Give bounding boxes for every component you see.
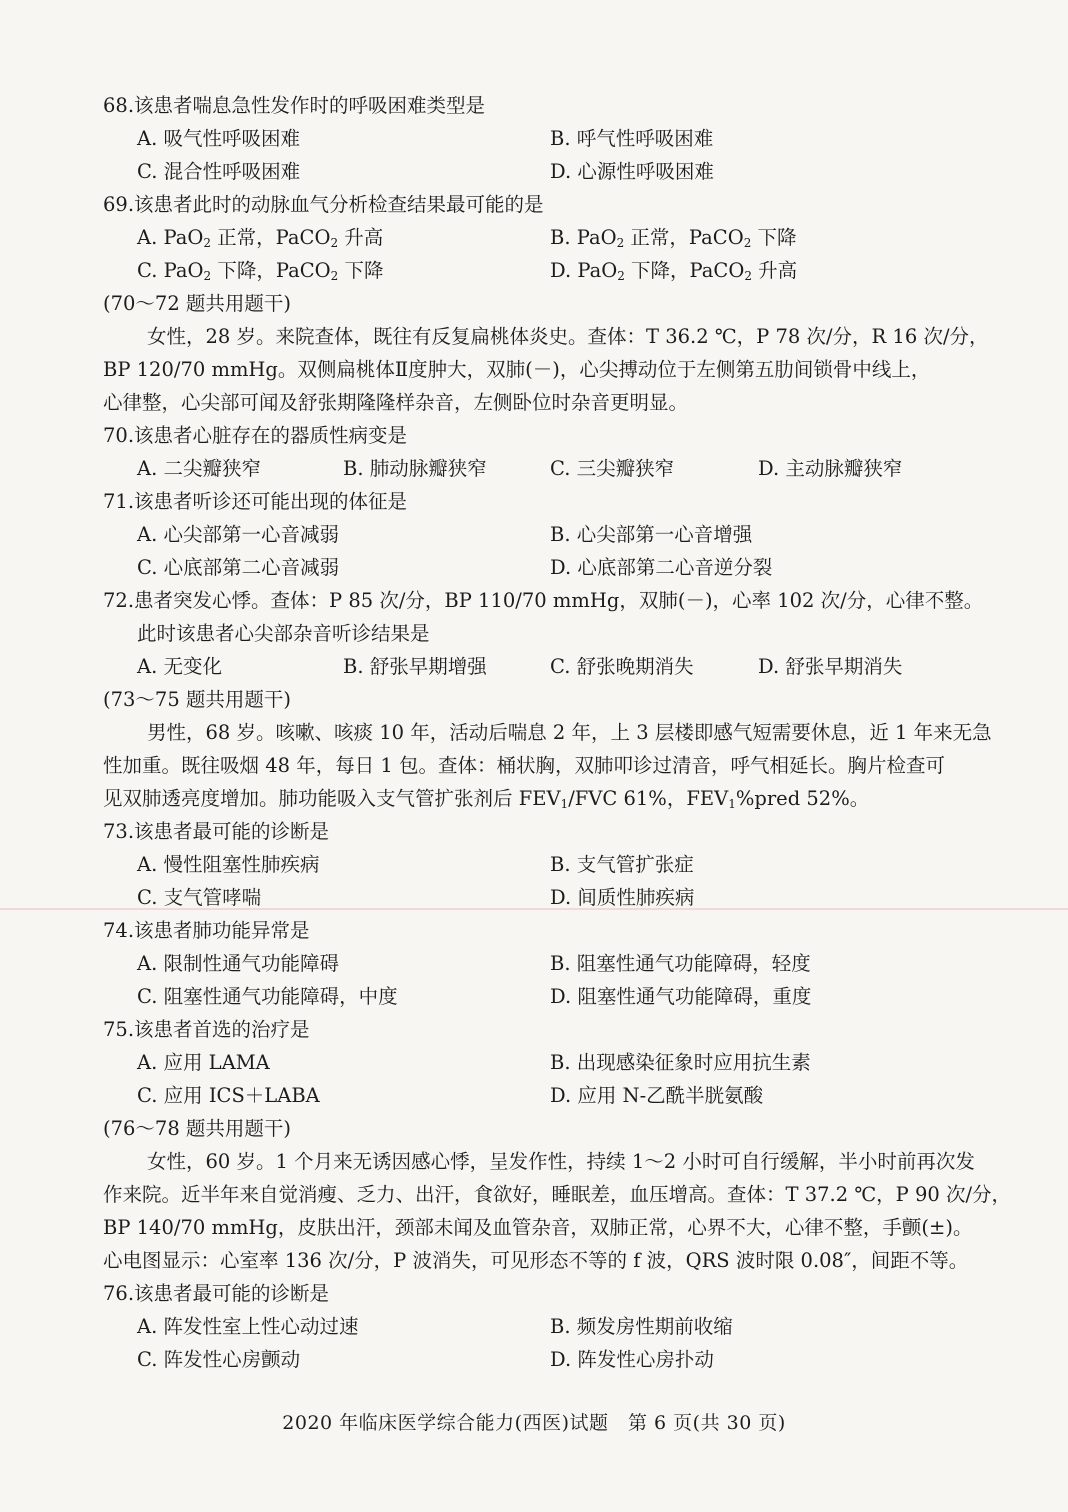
question-75-options-row-1 (0, 1046, 1068, 1079)
question-76-options-row-2 (0, 1343, 1068, 1376)
option-72-d: D. 舒张早期消失 (758, 655, 903, 678)
option-76-c: C. 阵发性心房颤动 (137, 1348, 301, 1371)
question-75-options-row-2 (0, 1079, 1068, 1112)
option-70-c: C. 三尖瓣狭窄 (550, 457, 675, 480)
question-72-stem-continued: 此时该患者心尖部杂音听诊结果是 (137, 622, 430, 645)
question-75-stem: 75.该患者首选的治疗是 (103, 1018, 310, 1041)
question-76-stem: 76.该患者最可能的诊断是 (103, 1282, 330, 1305)
option-75-b: B. 出现感染征象时应用抗生素 (550, 1051, 811, 1074)
option-75-a: A. 应用 LAMA (137, 1051, 270, 1074)
option-68-c: C. 混合性呼吸困难 (137, 160, 301, 183)
option-72-b: B. 舒张早期增强 (343, 655, 487, 678)
group-73-75-header: (73～75 题共用题干) (103, 688, 292, 711)
option-68-a: A. 吸气性呼吸困难 (137, 127, 300, 150)
option-71-d: D. 心底部第二心音逆分裂 (550, 556, 773, 579)
case-70-line-3: 心律整，心尖部可闻及舒张期隆隆样杂音，左侧卧位时杂音更明显。 (103, 391, 689, 414)
case-76-line-2: 作来院。近半年来自觉消瘦、乏力、出汗，食欲好，睡眠差，血压增高。查体：T 37.2 ℃，P 90 次/分， (103, 1183, 1012, 1206)
case-76-line-1: 女性，60 岁。1 个月来无诱因感心悸，呈发作性，持续 1～2 小时可自行缓解，半小时前再次发 (147, 1150, 975, 1173)
case-73-line-3: 见双肺透亮度增加。肺功能吸入支气管扩张剂后 $FEV_1$/FVC 61%，$FEV_1\%pred$ 52%。 (103, 787, 870, 811)
option-70-d: D. 主动脉瓣狭窄 (758, 457, 903, 480)
question-68-options-row-2 (0, 155, 1068, 188)
question-74-options-row-1 (0, 947, 1068, 980)
question-71-options-row-2 (0, 551, 1068, 584)
option-69-a: A. PaO$_2$ 正常，PaCO$_2$ 升高 (137, 226, 384, 250)
question-72-options (0, 650, 1068, 683)
option-71-c: C. 心底部第二心音减弱 (137, 556, 340, 579)
option-72-a: A. 无变化 (137, 655, 222, 678)
option-69-b: B. PaO$_2$ 正常，PaCO$_2$ 下降 (550, 226, 797, 250)
option-76-b: B. 频发房性期前收缩 (550, 1315, 733, 1338)
question-70-stem: 70.该患者心脏存在的器质性病变是 (103, 424, 408, 447)
page-footer: 2020 年临床医学综合能力(西医)试题 第 6 页(共 30 页) (282, 1412, 786, 1434)
case-76-line-3: BP 140/70 mmHg，皮肤出汗，颈部未闻及血管杂音，双肺正常，心界不大，心律不整，手颤(±)。 (103, 1216, 973, 1239)
question-68-options-row-1 (0, 122, 1068, 155)
option-69-d: D. PaO$_2$ 下降，PaCO$_2$ 升高 (550, 259, 798, 283)
option-74-a: A. 限制性通气功能障碍 (137, 952, 339, 975)
option-69-c: C. PaO$_2$ 下降，PaCO$_2$ 下降 (137, 259, 384, 283)
case-70-line-2: BP 120/70 mmHg。双侧扁桃体Ⅱ度肿大，双肺(－)，心尖搏动位于左侧第五肋间锁骨中线上， (103, 358, 931, 381)
question-69-options-row-1 (0, 221, 1068, 254)
group-76-78-header: (76～78 题共用题干) (103, 1117, 292, 1140)
question-73-stem: 73.该患者最可能的诊断是 (103, 820, 330, 843)
question-69-options-row-2 (0, 254, 1068, 287)
case-70-line-1: 女性，28 岁。来院查体，既往有反复扁桃体炎史。查体：T 36.2 ℃，P 78 次/分，R 16 次/分， (147, 325, 989, 348)
option-74-c: C. 阻塞性通气功能障碍，中度 (137, 985, 398, 1008)
question-73-options-row-1 (0, 848, 1068, 881)
option-72-c: C. 舒张晚期消失 (550, 655, 694, 678)
question-74-stem: 74.该患者肺功能异常是 (103, 919, 310, 942)
option-74-b: B. 阻塞性通气功能障碍，轻度 (550, 952, 811, 975)
question-72-stem: 72.患者突发心悸。查体：P 85 次/分，BP 110/70 mmHg，双肺(－)，心率 102 次/分，心律不整。 (103, 589, 984, 612)
question-71-stem: 71.该患者听诊还可能出现的体征是 (103, 490, 408, 513)
option-76-d: D. 阵发性心房扑动 (550, 1348, 714, 1371)
option-75-c: C. 应用 ICS＋LABA (137, 1084, 320, 1107)
option-73-a: A. 慢性阻塞性肺疾病 (137, 853, 320, 876)
question-68-stem: 68.该患者喘息急性发作时的呼吸困难类型是 (103, 94, 486, 117)
option-73-b: B. 支气管扩张症 (550, 853, 694, 876)
question-70-options (0, 452, 1068, 485)
option-70-a: A. 二尖瓣狭窄 (137, 457, 261, 480)
option-74-d: D. 阻塞性通气功能障碍，重度 (550, 985, 812, 1008)
option-70-b: B. 肺动脉瓣狭窄 (343, 457, 487, 480)
option-68-b: B. 呼气性呼吸困难 (550, 127, 714, 150)
scan-artifact-line (0, 908, 1068, 910)
question-69-stem: 69.该患者此时的动脉血气分析检查结果最可能的是 (103, 193, 544, 216)
option-71-a: A. 心尖部第一心音减弱 (137, 523, 339, 546)
option-71-b: B. 心尖部第一心音增强 (550, 523, 753, 546)
question-71-options-row-1 (0, 518, 1068, 551)
option-75-d: D. 应用 N-乙酰半胱氨酸 (550, 1084, 764, 1107)
option-76-a: A. 阵发性室上性心动过速 (137, 1315, 359, 1338)
option-73-c: C. 支气管哮喘 (137, 886, 262, 909)
case-73-line-2: 性加重。既往吸烟 48 年，每日 1 包。查体：桶状胸，双肺叩诊过清音，呼气相延长。胸片检查可 (103, 754, 946, 777)
question-76-options-row-1 (0, 1310, 1068, 1343)
question-74-options-row-2 (0, 980, 1068, 1013)
group-70-72-header: (70～72 题共用题干) (103, 292, 292, 315)
option-68-d: D. 心源性呼吸困难 (550, 160, 714, 183)
case-73-line-1: 男性，68 岁。咳嗽、咳痰 10 年，活动后喘息 2 年，上 3 层楼即感气短需要休息，近 1 年来无急 (147, 721, 992, 744)
option-73-d: D. 间质性肺疾病 (550, 886, 695, 909)
case-76-line-4: 心电图显示：心室率 136 次/分，P 波消失，可见形态不等的 f 波，QRS 波时限 0.08″，间距不等。 (103, 1249, 969, 1272)
